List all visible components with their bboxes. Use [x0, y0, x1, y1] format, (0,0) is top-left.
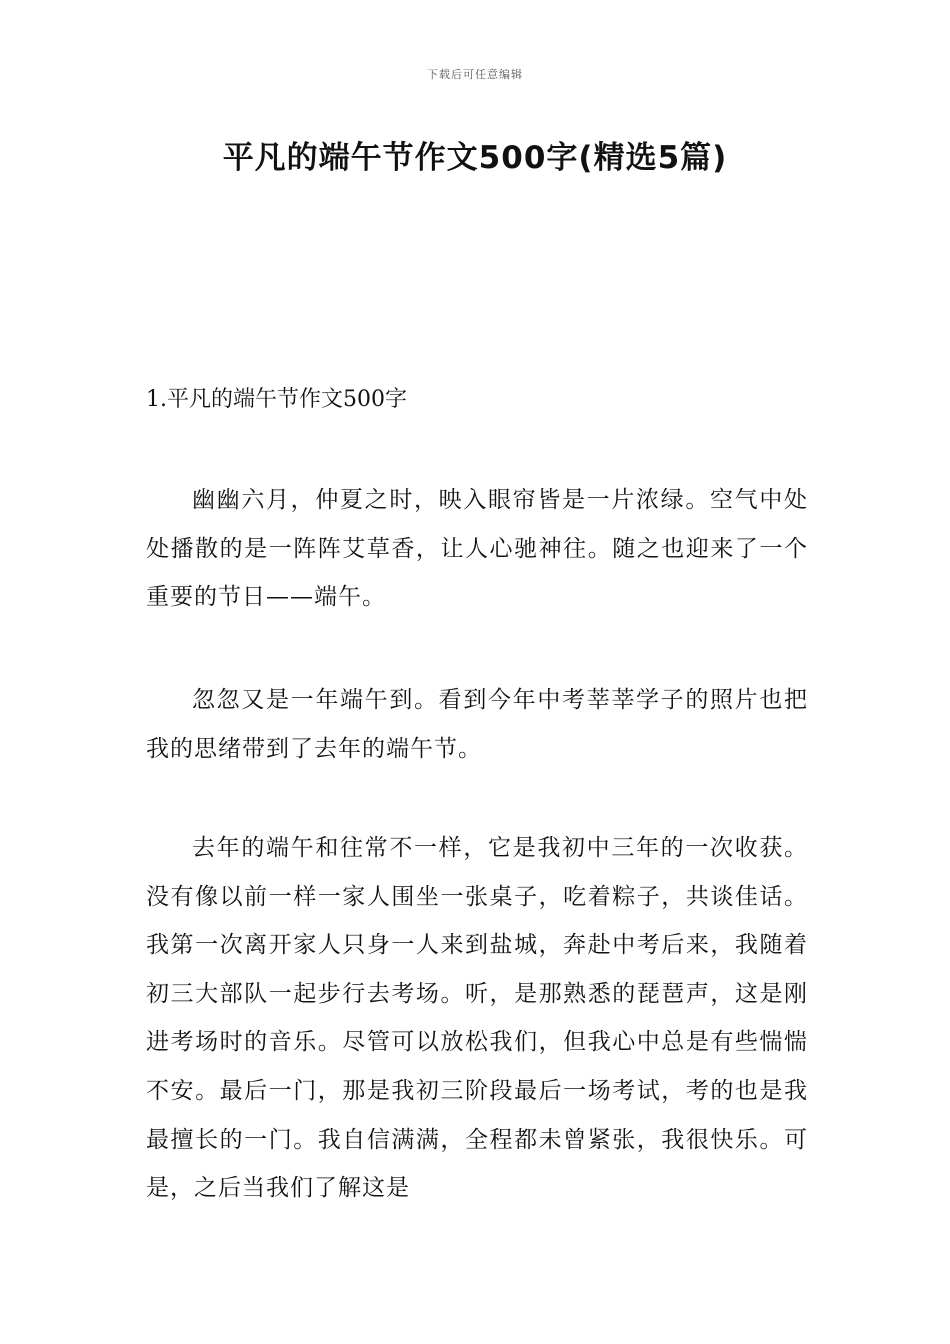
header-note: 下载后可任意编辑	[427, 68, 523, 81]
paragraph-1: 幽幽六月，仲夏之时，映入眼帘皆是一片浓绿。空气中处处播散的是一阵阵艾草香，让人心驰神往。随之也迎来了一个重要的节日——端午。	[146, 487, 808, 611]
document-title: 平凡的端午节作文500字(精选5篇)	[222, 140, 728, 176]
section-heading: 1.平凡的端午节作文500字	[146, 387, 407, 412]
paragraph-2: 忽忽又是一年端午到。看到今年中考莘莘学子的照片也把我的思绪带到了去年的端午节。	[146, 687, 808, 762]
paragraph-3: 去年的端午和往常不一样，它是我初中三年的一次收获。没有像以前一样一家人围坐一张桌子，吃着粽子，共谈佳话。我第一次离开家人只身一人来到盐城，奔赴中考后来，我随着初三大部队一起步行去考场。听，是那熟悉的琵琶声，这是刚进考场时的音乐。尽管可以放松我们，但我心中总是有些惴惴不安。最后一门，那是我初三阶段最后一场考试，考的也是我最擅长的一门。我自信满满，全程都未曾紧张，我很快乐。可是，之后当我们了解这是	[146, 835, 808, 1202]
